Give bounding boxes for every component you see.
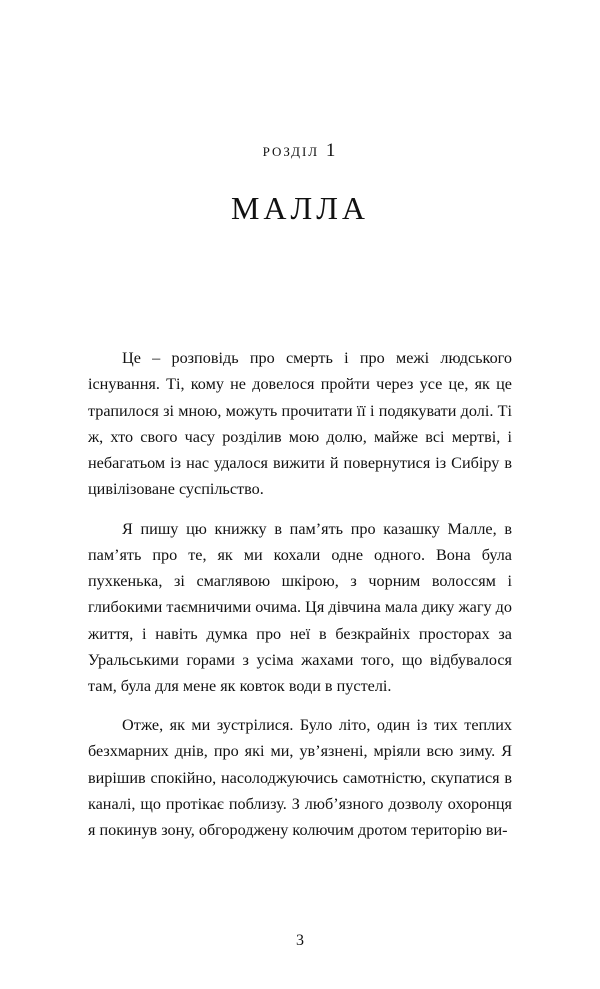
paragraph: Отже, як ми зустрілися. Було літо, один із тих теплих безхмарних днів, про які ми, ув’язнені, мріяли всю зиму. Я вирішив спокійно, насолоджуючись самотністю, скупатися в каналі, що протікає поблизу. З люб’язного дозволу охоронця я покинув зону, обгороджену колючим дротом територію ви- bbox=[88, 716, 512, 840]
chapter-heading bbox=[88, 140, 512, 227]
page-number: 3 bbox=[296, 932, 304, 949]
chapter-label: розділ 1 bbox=[262, 140, 338, 161]
paragraph: Це – розповідь про смерть і про межі людського існування. Ті, кому не довелося пройти через усе це, як це трапилося зі мною, можуть прочитати її і подякувати долі. Ті ж, хто свого часу розділив мою долю, майже всі мертві, і небагатьом із нас удалося вижити й повернутися із Сибіру в цивілізоване суспільство. bbox=[88, 349, 512, 499]
chapter-title: МАЛЛА bbox=[230, 189, 370, 226]
paragraph: Я пишу цю книжку в пам’ять про казашку Малле, в пам’ять про те, як ми кохали одне одного. Вона була пухкенька, зі смаглявою шкірою, з чорним волоссям і глибокими таємничими очима. Ця дівчина мала дику жагу до життя, і навіть думка про неї в безкрайніх просторах за Уральськими горами з усіма жахами того, що відбувалося там, була для мене як ковток води в пустелі. bbox=[88, 519, 512, 695]
body-text bbox=[88, 345, 512, 843]
book-page bbox=[0, 140, 600, 989]
